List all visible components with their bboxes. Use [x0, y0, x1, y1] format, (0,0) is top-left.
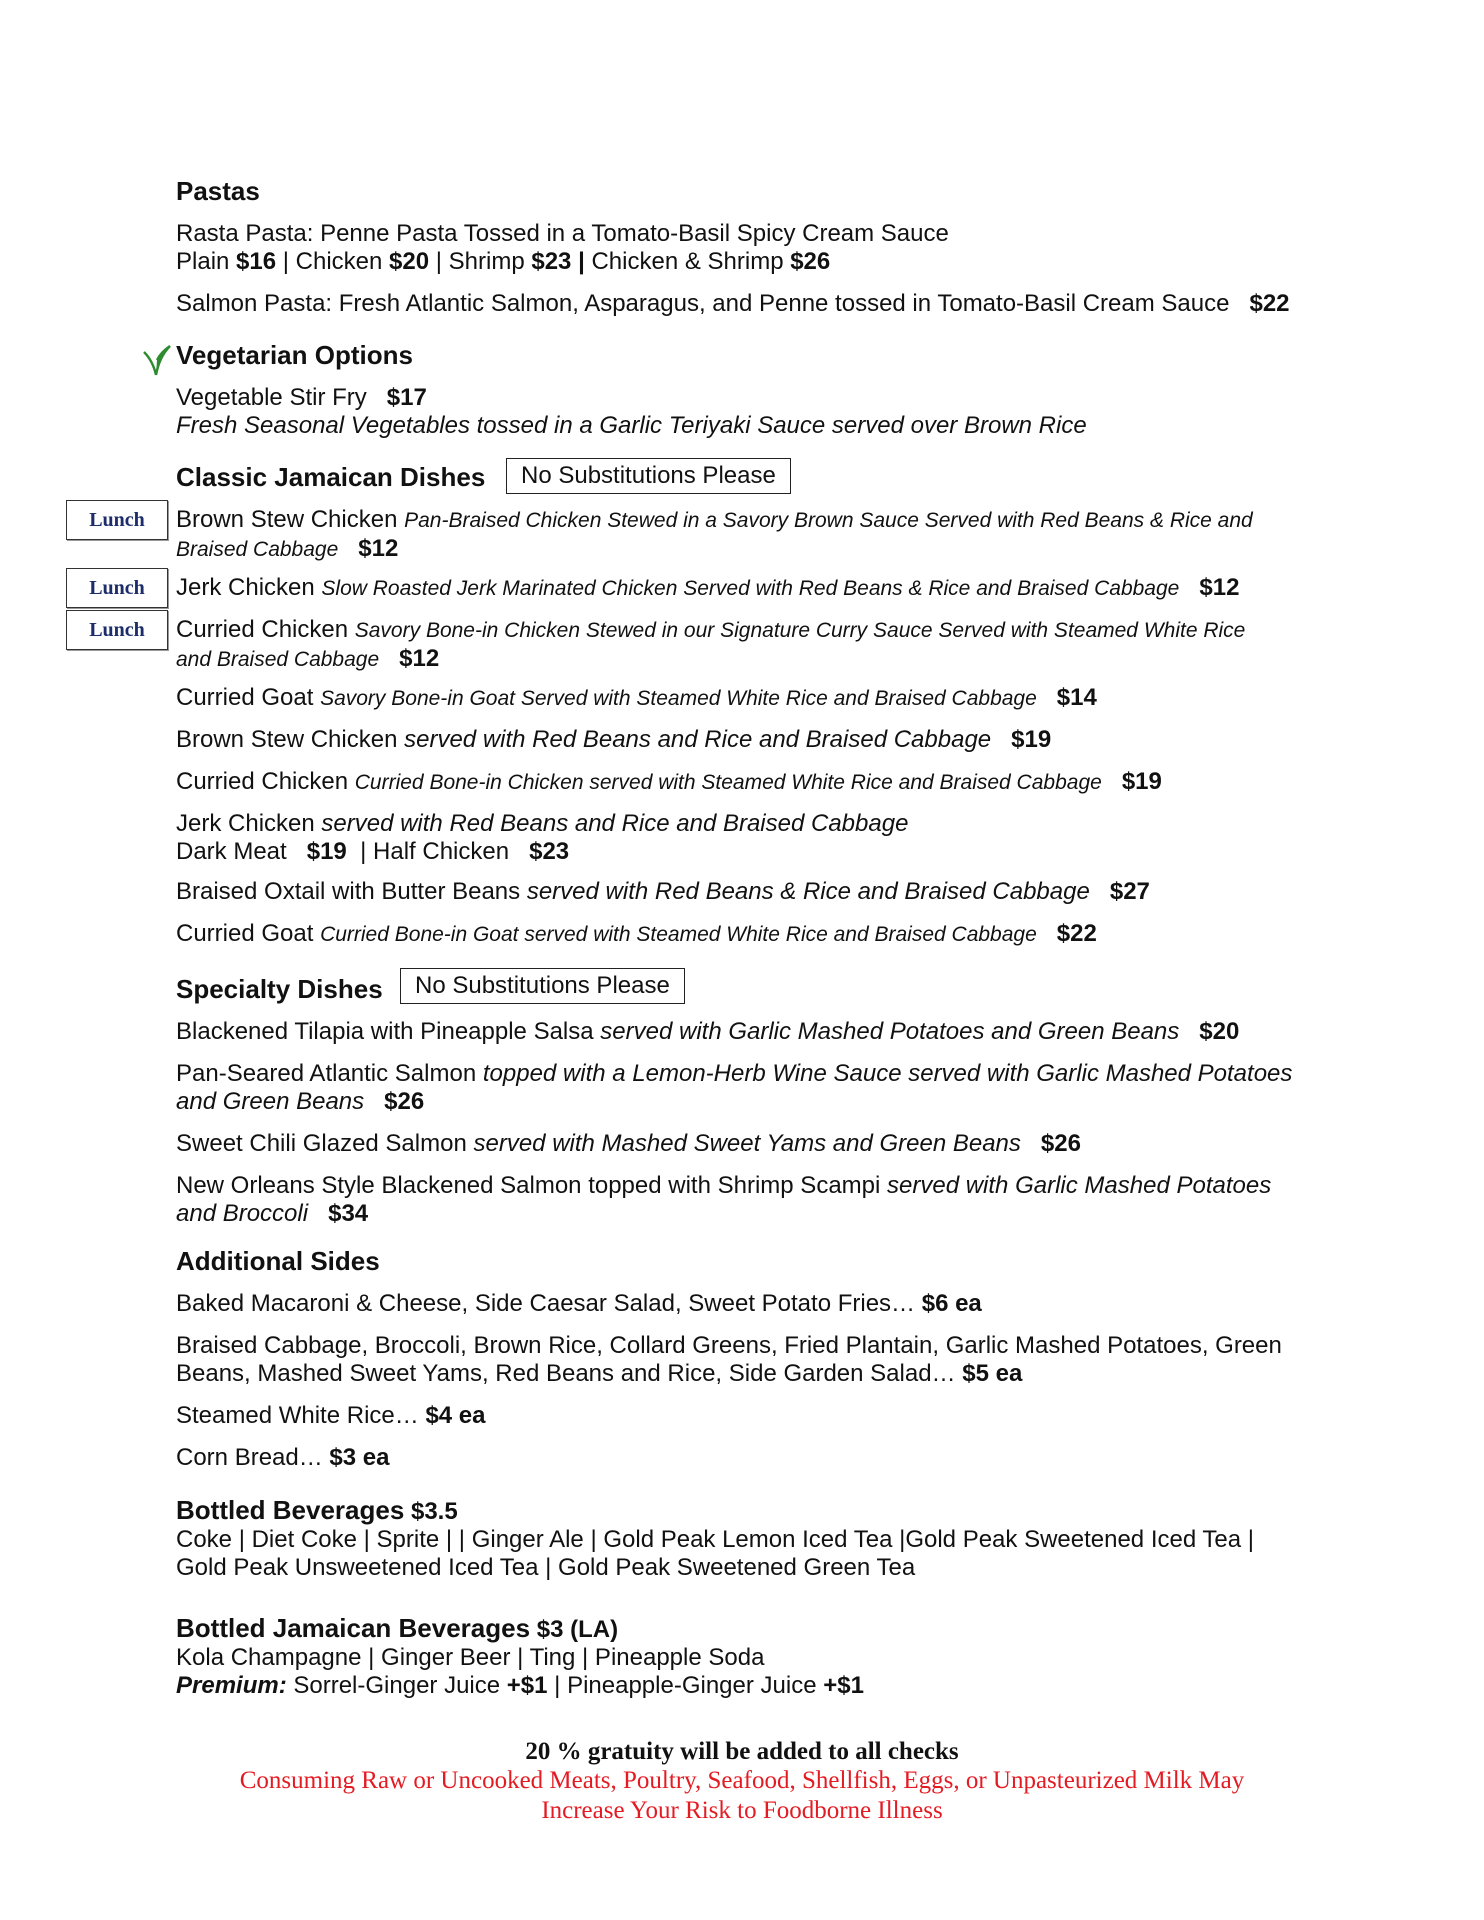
side-item: Steamed White Rice… $4 ea	[176, 1402, 486, 1429]
leaf-icon	[142, 342, 172, 376]
section-heading-jamaican-bev: Bottled Jamaican Beverages	[176, 1613, 531, 1643]
section-heading-sides: Additional Sides	[176, 1246, 380, 1276]
side-item: Braised Cabbage, Broccoli, Brown Rice, Collard Greens, Fried Plantain, Garlic Mashed Potatoes, Green Beans, Mashed Sweet Yams, Red Beans and Rice, Side Garden Salad… $5 ea	[176, 1332, 1282, 1387]
menu-item: Curried Goat Savory Bone-in Goat Served with Steamed White Rice and Braised Cabbage $14	[176, 684, 1097, 711]
section-heading-specialty: Specialty Dishes	[176, 974, 383, 1004]
gratuity-note: 20 % gratuity will be added to all checks	[525, 1738, 959, 1765]
menu-item: Sweet Chili Glazed Salmon served with Mashed Sweet Yams and Green Beans $26	[176, 1130, 1081, 1157]
menu-item: Braised Oxtail with Butter Beans served with Red Beans & Rice and Braised Cabbage $27	[176, 878, 1150, 905]
lunch-tag: Lunch	[66, 500, 168, 540]
menu-item: Brown Stew Chicken Pan-Braised Chicken Stewed in a Savory Brown Sauce Served with Red Beans & Rice and Braised Cabbage $12	[176, 506, 1253, 562]
footer	[0, 1738, 1484, 1826]
menu-item: New Orleans Style Blackened Salmon topped with Shrimp Scampi served with Garlic Mashed Potatoes and Broccoli $34	[176, 1172, 1272, 1227]
side-item: Corn Bread… $3 ea	[176, 1444, 390, 1471]
bottled-beverages: Bottled Beverages $3.5 Coke | Diet Coke | Sprite | | Ginger Ale | Gold Peak Lemon Iced Tea |Gold Peak Sweetened Iced Tea | Gold Peak Unsweetened Iced Tea | Gold Peak Sweetened Green Tea	[176, 1495, 1255, 1581]
menu-item-rasta-pasta	[176, 220, 1326, 276]
lunch-tag: Lunch	[66, 568, 168, 608]
section-heading-pastas: Pastas	[176, 176, 260, 206]
side-item: Baked Macaroni & Cheese, Side Caesar Salad, Sweet Potato Fries… $6 ea	[176, 1290, 982, 1317]
rasta-description: Rasta Pasta: Penne Pasta Tossed in a Tomato-Basil Spicy Cream Sauce	[176, 220, 949, 247]
menu-item: Curried Chicken Savory Bone-in Chicken Stewed in our Signature Curry Sauce Served with Steamed White Rice and Braised Cabbage $12	[176, 616, 1246, 672]
lunch-tag: Lunch	[66, 610, 168, 650]
no-substitutions-note: No Substitutions Please	[506, 458, 791, 494]
rasta-prices: Plain $16 | Chicken $20 | Shrimp $23 | Chicken & Shrimp $26	[176, 248, 831, 275]
menu-item: Brown Stew Chicken served with Red Beans and Rice and Braised Cabbage $19	[176, 726, 1052, 753]
menu-item: Curried Chicken Curried Bone-in Chicken served with Steamed White Rice and Braised Cabbage $19	[176, 768, 1162, 795]
section-heading-bottled: Bottled Beverages	[176, 1495, 405, 1525]
health-warning: Increase Your Risk to Foodborne Illness	[541, 1797, 943, 1824]
menu-item-salmon-pasta: Salmon Pasta: Fresh Atlantic Salmon, Asparagus, and Penne tossed in Tomato-Basil Cream Sauce $22	[176, 290, 1290, 317]
jamaican-beverages: Bottled Jamaican Beverages $3 (LA) Kola Champagne | Ginger Beer | Ting | Pineapple Soda Premium: Sorrel-Ginger Juice +$1 | Pineapple-Ginger Juice +$1	[176, 1613, 864, 1699]
menu-item: Blackened Tilapia with Pineapple Salsa served with Garlic Mashed Potatoes and Green Beans $20	[176, 1018, 1240, 1045]
no-substitutions-note: No Substitutions Please	[400, 968, 685, 1004]
section-heading-classic: Classic Jamaican Dishes	[176, 462, 486, 492]
menu-item: Jerk Chicken served with Red Beans and Rice and Braised Cabbage Dark Meat $19 | Half Chicken $23	[176, 810, 909, 865]
section-heading-vegetarian: Vegetarian Options	[176, 340, 413, 370]
menu-item: Curried Goat Curried Bone-in Goat served with Steamed White Rice and Braised Cabbage $22	[176, 920, 1097, 947]
menu-item-stir-fry: Vegetable Stir Fry $17 Fresh Seasonal Vegetables tossed in a Garlic Teriyaki Sauce served over Brown Rice	[176, 384, 1087, 439]
menu-item: Pan-Seared Atlantic Salmon topped with a Lemon-Herb Wine Sauce served with Garlic Mashed Potatoes and Green Beans $26	[176, 1060, 1293, 1115]
health-warning: Consuming Raw or Uncooked Meats, Poultry, Seafood, Shellfish, Eggs, or Unpasteurized Milk May	[239, 1767, 1245, 1794]
menu-item: Jerk Chicken Slow Roasted Jerk Marinated Chicken Served with Red Beans & Rice and Braised Cabbage $12	[176, 574, 1240, 601]
